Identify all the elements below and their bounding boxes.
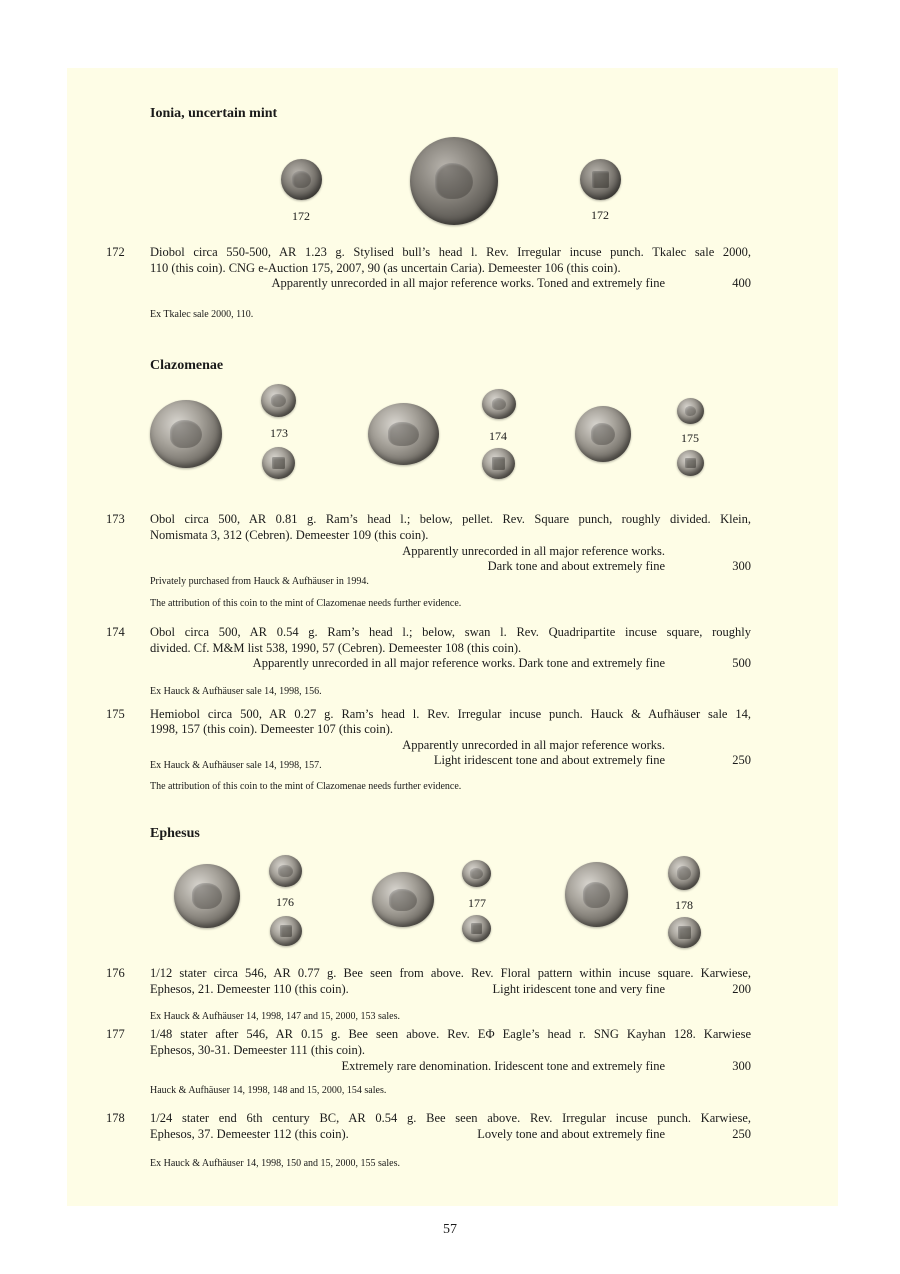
lot-provenance: Ex Hauck & Aufhäuser sale 14, 1998, 157. — [150, 760, 322, 771]
lot-provenance: Hauck & Aufhäuser 14, 1998, 148 and 15, 2000, 154 sales. — [150, 1085, 387, 1096]
coin-172-reverse-small — [580, 159, 621, 200]
lot-condition: Apparently unrecorded in all major reference works. Dark tone and extremely fine — [252, 656, 665, 670]
coin-178-obverse-enlarged — [565, 862, 628, 927]
lot-description-line: Diobol circa 550-500, AR 1.23 g. Stylised bull’s head l. Rev. Irregular incuse punch. Tkalec sale 2000, — [150, 245, 751, 259]
coin-175-obverse-small — [677, 398, 704, 424]
coin-173-obverse-small — [261, 384, 296, 417]
coin-caption: 174 — [489, 429, 507, 443]
lot-number: 174 — [106, 625, 125, 639]
lot-description-line: Nomismata 3, 312 (Cebren). Demeester 109 (this coin). — [150, 528, 429, 542]
lot-estimate: 500 — [732, 656, 751, 670]
coin-176-obverse-small — [269, 855, 302, 887]
lot-number: 175 — [106, 707, 125, 721]
coin-173-reverse-small — [262, 447, 295, 479]
coin-174-obverse-enlarged — [368, 403, 439, 465]
lot-estimate: 300 — [732, 1059, 751, 1073]
coin-173-obverse-enlarged — [150, 400, 222, 468]
lot-number: 176 — [106, 966, 125, 980]
lot-condition: Light iridescent tone and very fine — [492, 982, 665, 996]
lot-condition: Apparently unrecorded in all major reference works. Toned and extremely fine — [271, 276, 665, 290]
coin-caption: 172 — [591, 208, 609, 222]
coin-178-obverse-small — [668, 856, 700, 890]
lot-provenance: Ex Hauck & Aufhäuser 14, 1998, 150 and 15, 2000, 155 sales. — [150, 1158, 400, 1169]
lot-description-line: Obol circa 500, AR 0.81 g. Ram’s head l.; below, pellet. Rev. Square punch, roughly divided. Klein, — [150, 512, 751, 526]
lot-condition: Apparently unrecorded in all major reference works. — [402, 738, 665, 752]
lot-provenance: Ex Hauck & Aufhäuser 14, 1998, 147 and 15, 2000, 153 sales. — [150, 1011, 400, 1022]
lot-description-line: 1/12 stater circa 546, AR 0.77 g. Bee seen from above. Rev. Floral pattern within incuse square. Karwiese, — [150, 966, 751, 980]
lot-provenance: Ex Hauck & Aufhäuser sale 14, 1998, 156. — [150, 686, 322, 697]
lot-condition: Apparently unrecorded in all major reference works. — [402, 544, 665, 558]
lot-number: 178 — [106, 1111, 125, 1125]
lot-estimate: 250 — [732, 753, 751, 767]
coin-174-obverse-small — [482, 389, 516, 419]
lot-description-line: Hemiobol circa 500, AR 0.27 g. Ram’s head l. Rev. Irregular incuse punch. Hauck & Aufhäuser sale 14, — [150, 707, 751, 721]
lot-number: 172 — [106, 245, 125, 259]
section-heading-ionia: Ionia, uncertain mint — [150, 106, 278, 121]
section-heading-ephesus: Ephesus — [150, 826, 200, 841]
lot-description-line: Obol circa 500, AR 0.54 g. Ram’s head l.; below, swan l. Rev. Quadripartite incuse square, roughly — [150, 625, 751, 639]
lot-condition: Lovely tone and about extremely fine — [477, 1127, 665, 1141]
coin-175-reverse-small — [677, 450, 704, 476]
coin-178-reverse-small — [668, 917, 701, 948]
coin-176-reverse-small — [270, 916, 302, 946]
coin-175-obverse-enlarged — [575, 406, 631, 462]
lot-number: 177 — [106, 1027, 125, 1041]
lot-estimate: 300 — [732, 559, 751, 573]
lot-provenance: Ex Tkalec sale 2000, 110. — [150, 309, 254, 320]
lot-description-line: Ephesos, 37. Demeester 112 (this coin). — [150, 1127, 349, 1141]
coin-caption: 176 — [276, 895, 294, 909]
page-number: 57 — [443, 1222, 457, 1237]
lot-note: The attribution of this coin to the mint of Clazomenae needs further evidence. — [150, 781, 462, 792]
coin-caption: 173 — [270, 426, 288, 440]
lot-description-line: 1998, 157 (this coin). Demeester 107 (this coin). — [150, 722, 394, 736]
coin-177-reverse-small — [462, 915, 491, 942]
coin-176-obverse-enlarged — [174, 864, 240, 928]
coin-177-obverse-enlarged — [372, 872, 434, 927]
lot-description-line: Ephesos, 30-31. Demeester 111 (this coin). — [150, 1043, 365, 1057]
coin-caption: 177 — [468, 896, 486, 910]
lot-estimate: 200 — [732, 982, 751, 996]
lot-estimate: 250 — [732, 1127, 751, 1141]
lot-number: 173 — [106, 512, 125, 526]
coin-caption: 178 — [675, 898, 693, 912]
section-heading-clazomenae: Clazomenae — [150, 358, 224, 373]
lot-condition: Light iridescent tone and about extremely fine — [433, 753, 665, 767]
lot-note: The attribution of this coin to the mint of Clazomenae needs further evidence. — [150, 598, 462, 609]
lot-condition: Dark tone and about extremely fine — [487, 559, 665, 573]
coin-174-reverse-small — [482, 448, 515, 479]
lot-estimate: 400 — [732, 276, 751, 290]
lot-condition: Extremely rare denomination. Iridescent tone and extremely fine — [341, 1059, 665, 1073]
lot-description-line: 110 (this coin). CNG e-Auction 175, 2007, 90 (as uncertain Caria). Demeester 106 (this coin). — [150, 261, 621, 275]
lot-description-line: 1/48 stater after 546, AR 0.15 g. Bee seen above. Rev. ΕΦ Eagle’s head r. SNG Kayhan 128. Karwiese — [150, 1027, 751, 1041]
coin-172-obverse-enlarged — [410, 137, 498, 225]
coin-177-obverse-small — [462, 860, 491, 887]
coin-caption: 172 — [292, 209, 310, 223]
lot-description-line: 1/24 stater end 6th century BC, AR 0.54 g. Bee seen above. Rev. Irregular incuse punch. Karwiese, — [150, 1111, 751, 1125]
coin-caption: 175 — [681, 431, 699, 445]
lot-description-line: Ephesos, 21. Demeester 110 (this coin). — [150, 982, 349, 996]
lot-provenance: Privately purchased from Hauck & Aufhäuser in 1994. — [150, 576, 369, 587]
lot-description-line: divided. Cf. M&M list 538, 1990, 57 (Cebren). Demeester 108 (this coin). — [150, 641, 522, 655]
coin-172-obverse-small — [281, 159, 322, 200]
